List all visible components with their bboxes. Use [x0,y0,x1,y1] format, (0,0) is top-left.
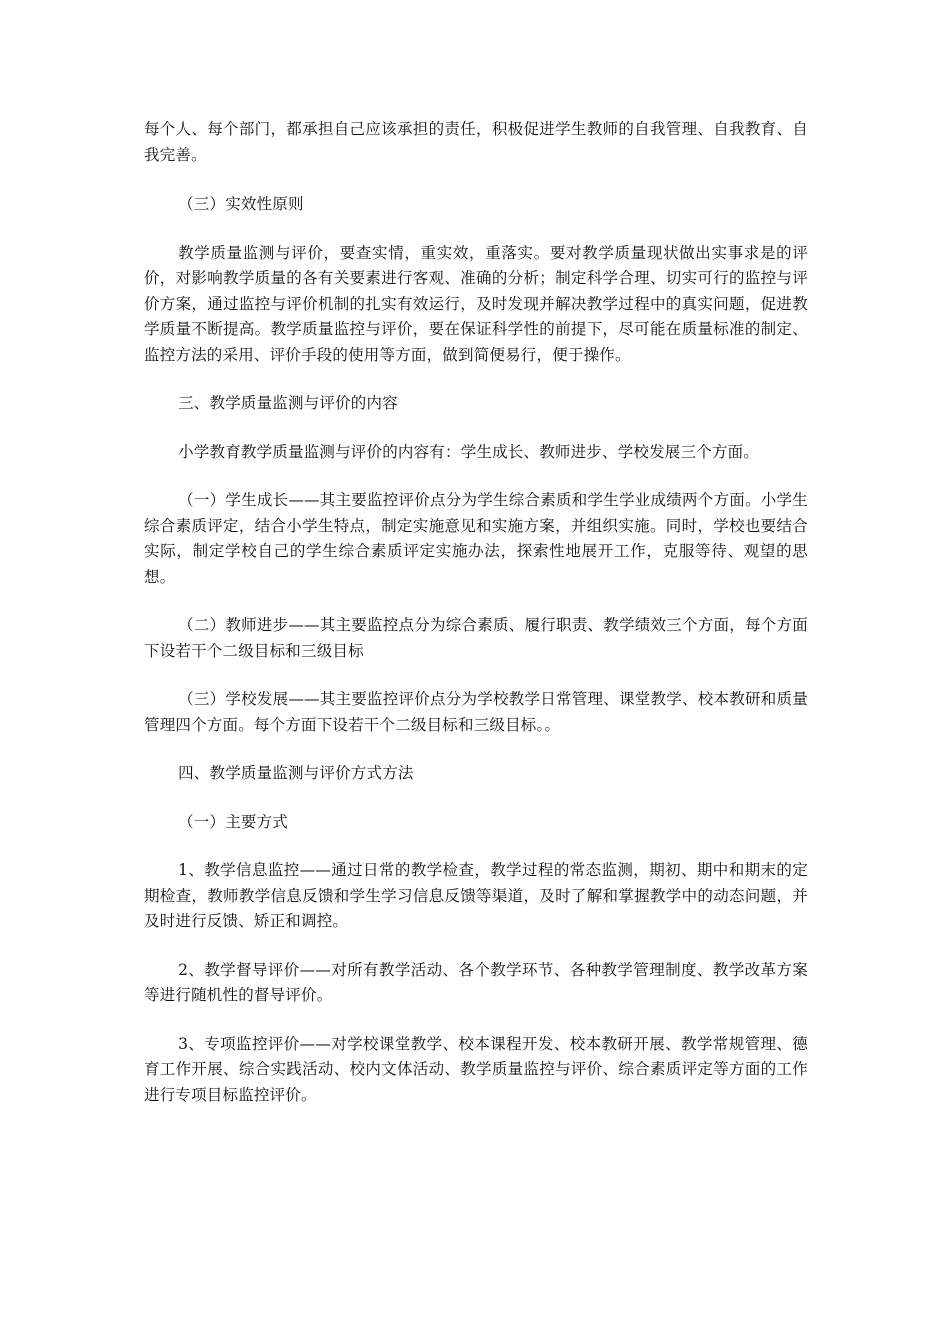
subheading-effectiveness-principle: （三）实效性原则 [178,195,304,213]
subheading-main-methods: （一）主要方式 [178,812,288,831]
paragraph-special-monitoring: 3、专项监控评价——对学校课堂教学、校本课程开发、校本教研开展、教学常规管理、德育工作开展、综合实践活动、校内文体活动、教学质量监控与评价、综合素质评定等方面的工作进行专项目标监控评价。 [144,1034,808,1104]
paragraph-info-monitoring: 1、教学信息监控——通过日常的教学检查，教学过程的常态监测，期初、期中和期末的定期检查，教师教学信息反馈和学生学习信息反馈等渠道，及时了解和掌握教学中的动态问题，并及时进行反馈、矫正和调控。 [144,861,808,930]
document-body [144,117,808,1131]
paragraph-school-development: （三）学校发展——其主要监控评价点分为学校教学日常管理、课堂教学、校本教研和质量管理四个方面。每个方面下设若干个二级目标和三级目标。。 [144,690,808,734]
section-heading-content: 三、教学质量监测与评价的内容 [178,394,398,412]
paragraph-supervision-evaluation: 2、教学督导评价——对所有教学活动、各个教学环节、各种教学管理制度、教学改革方案等进行随机性的督导评价。 [144,960,808,1004]
paragraph-effectiveness: 教学质量监测与评价，要查实情，重实效，重落实。要对教学质量现状做出实事求是的评价，对影响教学质量的各有关要素进行客观、准确的分析；制定科学合理、切实可行的监控与评价方案，通过监控与评价机制的扎实有效运行，及时发现并解决教学过程中的真实问题，促进教学质量不断提高。教学质量监控与评价，要在保证科学性的前提下，尽可能在质量标准的制定、监控方法的采用、评价手段的使用等方面，做到简便易行，便于操作。 [144,243,808,364]
paragraph-continuation: 每个人、每个部门，都承担自己应该承担的责任，积极促进学生教师的自我管理、自我教育、自我完善。 [144,120,808,164]
paragraph-content-overview: 小学教育教学质量监测与评价的内容有：学生成长、教师进步、学校发展三个方面。 [178,442,759,461]
paragraph-teacher-progress: （二）教师进步——其主要监控点分为综合素质、履行职责、教学绩效三个方面，每个方面下设若干个二级目标和三级目标 [144,616,808,660]
section-heading-methods: 四、教学质量监测与评价方式方法 [178,764,414,782]
paragraph-student-growth: （一）学生成长——其主要监控评价点分为学生综合素质和学生学业成绩两个方面。小学生综合素质评定，结合小学生特点，制定实施意见和实施方案，并组织实施。同时，学校也要结合实际，制定学校自己的学生综合素质评定实施办法，探索性地展开工作，克服等待、观望的思想。 [144,491,808,586]
